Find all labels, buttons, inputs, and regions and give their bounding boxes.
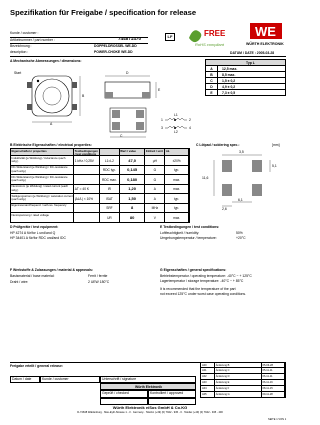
solder-pad-drawing xyxy=(200,150,286,212)
company-address: D-74638 Waldenburg · Max-Eyth-Strasse 1 - 3 · Germany · Telefon (+49) (0) 7942 - 945 - 0 · Telefax (+49) (0) 7942 - 945 - 400 xyxy=(77,411,223,414)
revision-name: Änderung F xyxy=(215,386,262,391)
base-material-value: Ferrit / ferrite xyxy=(88,274,108,278)
section-c-title: C Lötpad / soldering spec.: xyxy=(196,143,240,147)
pin-2: 2 xyxy=(189,118,191,122)
revision-name: Änderung E xyxy=(215,380,262,385)
electrical-cell-tol: typ. xyxy=(165,194,189,203)
section-e-title: E Testbedingungen / test conditions: xyxy=(160,225,220,229)
electrical-cell-val: 1,50 xyxy=(120,194,146,203)
test-equipment-1: HP 4274 A für/for L und/and Q xyxy=(10,231,56,235)
approved-label: Kontrolliert / approved xyxy=(150,391,184,395)
dimension-key: C xyxy=(206,78,218,83)
dimension-value: 12,5 max. xyxy=(222,67,238,71)
winding-l2: L2 xyxy=(174,130,178,134)
description-label: description : xyxy=(10,50,29,54)
artikel-label: Artikelnummer / part number : xyxy=(10,38,55,42)
temperature-value: +20°C xyxy=(236,236,246,240)
electrical-cell-unit: µH xyxy=(145,156,165,165)
wurth-logo-letters: WE xyxy=(255,24,276,39)
dimension-row xyxy=(205,90,286,96)
rohs-logo xyxy=(187,25,231,49)
rohs-free-text: FREE xyxy=(204,29,226,38)
bezeichnung-label: Bezeichnung : xyxy=(10,44,32,48)
section-d-title: D Prüfgeräte / test equipment: xyxy=(10,225,59,229)
electrical-cell-tol: typ. xyxy=(165,204,189,213)
electrical-cell-prop: Nennspannung / rated voltage xyxy=(11,213,74,222)
general-spec-1: Betriebstemperatur / operating temperature: -40°C ~ + 125°C xyxy=(160,274,252,278)
base-material-label: Basismaterial / base material: xyxy=(10,274,55,278)
electrical-cell-tol: ±20% xyxy=(165,156,189,165)
dim-letter-c: C xyxy=(120,134,123,138)
humidity-value: 50% xyxy=(236,231,243,235)
dim-letter-a: A xyxy=(50,122,53,126)
dimension-value: 8,5 max. xyxy=(222,73,236,77)
pin-4: 4 xyxy=(189,126,191,130)
revision-name: Änderung C xyxy=(215,368,262,373)
page-number: SEITE 1 VON 1 xyxy=(268,418,287,421)
revision-code: A01 xyxy=(201,368,215,373)
date-label: DATUM / DATE : 2005-03-28 xyxy=(230,51,275,55)
general-spec-2: Lagertemperatur / storage temperature: -40°C ~ + 85°C xyxy=(160,279,244,283)
dimension-key: E xyxy=(206,90,218,95)
electrical-cell-prop: Eigenresonanzfrequenz / self-res. frequency xyxy=(11,204,74,213)
pin-3: 3 xyxy=(161,126,163,130)
revision-date: 09-11-28 xyxy=(262,392,285,397)
signature-date-label: Datum / date xyxy=(12,377,32,381)
start-label: Start xyxy=(14,71,22,75)
electrical-cell-unit: Ω xyxy=(145,175,165,184)
release-label: Freigabe erteilt / general release: xyxy=(10,364,63,368)
electrical-cell-cond xyxy=(74,175,100,184)
checked-label: Geprüft / checked xyxy=(102,391,129,395)
pin-1: 1 xyxy=(161,118,163,122)
revision-code: A03 xyxy=(201,380,215,385)
signature-customer-label: Kunde / customer xyxy=(42,377,69,381)
electrical-row xyxy=(10,156,190,166)
part-number: 744871470 xyxy=(118,36,141,41)
pad-dim-5: 2,6 xyxy=(222,207,227,211)
revision-date: 05-03-28 xyxy=(262,363,285,367)
company-name: Würth Elektronik eiSos GmbH & Co.KG xyxy=(112,405,188,410)
electrical-row xyxy=(10,213,190,223)
electrical-cell-unit: A xyxy=(145,194,165,203)
dimension-table-header: Typ L xyxy=(205,59,286,66)
section-a-title: A Mechanische Abmessungen / dimensions: xyxy=(10,59,82,63)
electrical-cell-prop: DC-Widerstand (je Wicklung) / DC-resistance (each wdg.) xyxy=(11,175,74,184)
electrical-cell-cond xyxy=(74,213,100,222)
general-spec-3: It is recommended that the temperature of the part xyxy=(160,287,236,291)
electrical-col-header xyxy=(100,149,120,155)
description-value: POWER-CHOKE WE-DD xyxy=(94,50,133,54)
dimension-value: 1,5 ± 0,2 xyxy=(222,79,236,83)
section-b-title: B Elektrische Eigenschaften / electrical properties: xyxy=(10,143,92,147)
revision-date: 06-11-11 xyxy=(262,374,285,379)
electrical-cell-unit: V xyxy=(145,213,165,222)
general-spec-4: not exceed 125°C under worst case operating conditions. xyxy=(160,292,246,296)
electrical-cell-unit: MHz xyxy=(145,204,165,213)
wurth-elektronik-row: Würth Elektronik xyxy=(100,383,196,390)
electrical-cell-val: 47,0 xyxy=(120,156,146,165)
rohs-label: RoHS compliant xyxy=(195,42,224,47)
electrical-cell-cond xyxy=(74,204,100,213)
pad-dim-1: 3,5 xyxy=(239,150,244,154)
electrical-cell-val: 8 xyxy=(120,204,146,213)
revision-name: Änderung G xyxy=(215,392,262,397)
page-title: Spezifikation für Freigabe / specification for release xyxy=(10,8,197,17)
revision-name: Änderung B xyxy=(215,363,262,367)
revision-date: 05-11-11 xyxy=(262,368,285,373)
wire-label: Draht / wire: xyxy=(10,280,29,284)
electrical-col-header: Eigenschaften / properties xyxy=(11,149,74,155)
electrical-cell-val: 0,145 xyxy=(120,166,146,175)
revision-table xyxy=(200,362,286,398)
lf-badge: LF xyxy=(165,33,175,41)
electrical-cell-tol: max. xyxy=(165,213,189,222)
section-c-unit: [mm] xyxy=(272,143,280,147)
electrical-cell-prop: Sättigungsstrom (je Wicklung) / saturation current (each wdg.) xyxy=(11,194,73,202)
dimension-key: D xyxy=(206,84,218,89)
electrical-cell-unit: A xyxy=(145,185,165,194)
dim-letter-b: B xyxy=(82,94,85,98)
signature-label: Unterschrift / signature xyxy=(102,377,137,381)
electrical-row xyxy=(10,185,190,195)
electrical-cell-sym: UR xyxy=(100,213,120,222)
revision-code: A04 xyxy=(201,386,215,391)
revision-code: A05 xyxy=(201,392,215,397)
test-equipment-2: HP 34401 A für/for RDC und/and IDC xyxy=(10,236,66,240)
electrical-cell-tol: typ. xyxy=(165,166,189,175)
dim-letter-e: E xyxy=(158,88,161,92)
electrical-col-header: tol. xyxy=(165,149,189,155)
electrical-col-header: Wert / value xyxy=(120,149,146,155)
electrical-cell-val: 80 xyxy=(120,213,146,222)
wurth-name: WÜRTH ELEKTRONIK xyxy=(246,42,284,46)
electrical-cell-sym: IR xyxy=(100,185,120,194)
electrical-col-header: Testbedingungen / test conditions xyxy=(74,149,100,155)
pad-dim-4: 6,1 xyxy=(238,198,243,202)
electrical-cell-cond: 1 kHz / 0,25V xyxy=(74,156,100,165)
electrical-cell-prop: DC-Widerstand (je Wicklung) / DC-resistance (each wdg.) xyxy=(11,166,74,175)
dimension-drawing xyxy=(10,64,200,144)
pad-dim-3: 11,6 xyxy=(202,176,209,180)
pad-dim-2: 5,1 xyxy=(272,164,277,168)
electrical-cell-sym: SRF xyxy=(100,204,120,213)
electrical-cell-sym: RDC typ. xyxy=(100,166,120,175)
revision-name: Änderung D xyxy=(215,374,262,379)
revision-code: A00 xyxy=(201,363,215,367)
revision-date: 08-11-15 xyxy=(262,386,285,391)
electrical-row xyxy=(10,175,190,185)
electrical-col-header: Einheit / unit xyxy=(145,149,165,155)
dimension-value: 4,9 ± 0,2 xyxy=(222,85,236,89)
humidity-label: Luftfeuchtigkeit / humidity: xyxy=(160,231,200,235)
electrical-cell-sym: RDC max. xyxy=(100,175,120,184)
electrical-cell-sym: ISAT xyxy=(100,194,120,203)
bezeichnung-value: DOPPELDROSSEL WE-DD xyxy=(94,44,137,48)
section-f-title: F Werkstoffe & Zulassungen / material & approvals: xyxy=(10,268,94,272)
revision-row xyxy=(200,392,286,398)
electrical-cell-cond: ΔT = 40 K xyxy=(74,185,100,194)
section-g-title: G Eigenschaften / general specifications: xyxy=(160,268,227,272)
winding-l1: L1 xyxy=(174,113,178,117)
electrical-cell-val: 0,180 xyxy=(120,175,146,184)
kunde-label: Kunde / customer : xyxy=(10,31,39,35)
dim-letter-d: D xyxy=(126,71,129,75)
electrical-cell-cond: |ΔL/L| < 10% xyxy=(74,194,100,203)
electrical-cell-tol: max. xyxy=(165,185,189,194)
electrical-cell-unit: Ω xyxy=(145,166,165,175)
dimension-table xyxy=(205,59,286,96)
electrical-cell-val: 1,20 xyxy=(120,185,146,194)
electrical-cell-prop: Nennstrom (je Wicklung) / rated current (each wdg.) xyxy=(11,185,74,194)
electrical-cell-prop: Induktivität (je Wicklung) / inductance (each wdg.) xyxy=(11,156,74,165)
dimension-key: A xyxy=(206,66,218,71)
electrical-cell-sym: L1=L2 xyxy=(100,156,120,165)
electrical-table xyxy=(10,148,190,223)
revision-date: 06-11-16 xyxy=(262,380,285,385)
temperature-label: Umgebungstemperatur / temperature: xyxy=(160,236,217,240)
dimension-value: 7,3 ± 0,5 xyxy=(222,91,236,95)
revision-code: A02 xyxy=(201,374,215,379)
dimension-key: B xyxy=(206,72,218,77)
electrical-row xyxy=(10,194,190,204)
wurth-logo xyxy=(246,21,286,49)
electrical-cell-cond xyxy=(74,166,100,175)
electrical-cell-tol: max. xyxy=(165,175,189,184)
electrical-row xyxy=(10,166,190,176)
electrical-row xyxy=(10,204,190,214)
wire-value: 2 UEW 180°C xyxy=(88,280,110,284)
